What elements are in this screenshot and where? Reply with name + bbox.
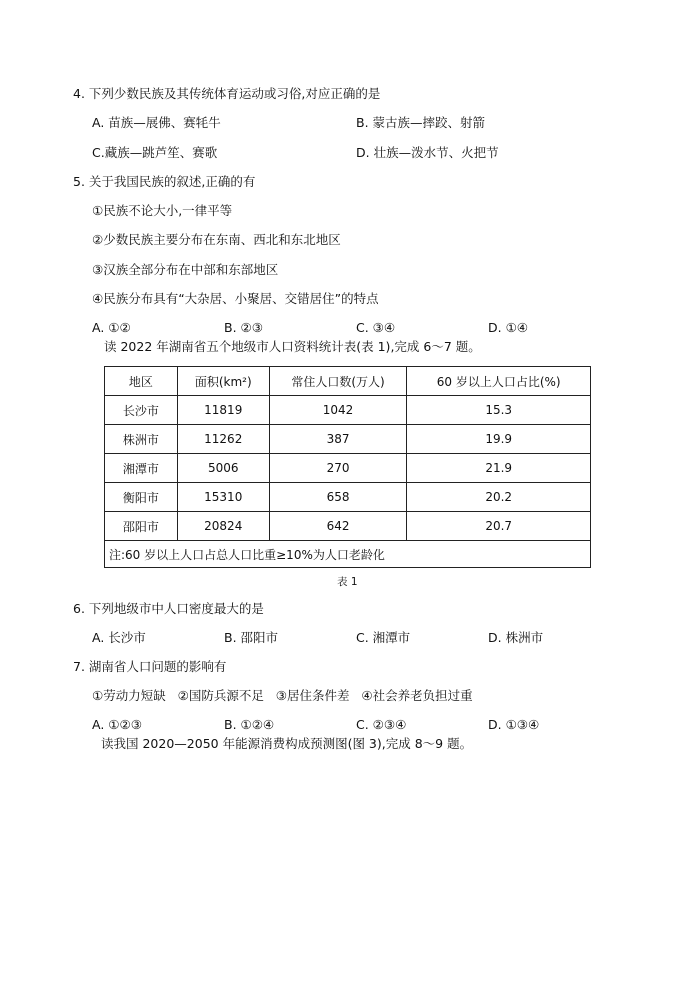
cell-population: 642 — [269, 512, 407, 541]
table-caption: 表 1 — [337, 576, 358, 588]
cell-elderly-ratio: 19.9 — [407, 425, 591, 454]
cell-area: 15310 — [177, 483, 269, 512]
header-population: 常住人口数(万人) — [269, 367, 407, 396]
population-table — [104, 366, 591, 568]
table-row — [105, 425, 591, 454]
q7-items: ①劳动力短缺 ②国防兵源不足 ③居住条件差 ④社会养老负担过重 — [92, 688, 473, 703]
q5-stem: 5. 关于我国民族的叙述,正确的有 — [73, 174, 256, 189]
table-intro: 读 2022 年湖南省五个地级市人口资料统计表(表 1),完成 6～7 题。 — [104, 339, 481, 354]
q5-item-1: ①民族不论大小,一律平等 — [92, 203, 233, 218]
q5-item-2: ②少数民族主要分布在东南、西北和东北地区 — [92, 232, 341, 247]
q4-option-c: C.藏族—跳芦笙、赛歌 — [92, 145, 218, 160]
q5-item-4: ④民族分布具有“大杂居、小聚居、交错居住”的特点 — [92, 291, 379, 306]
q7-option-a: A. ①②③ — [92, 717, 142, 732]
header-region: 地区 — [105, 367, 178, 396]
cell-elderly-ratio: 21.9 — [407, 454, 591, 483]
cell-region: 邵阳市 — [105, 512, 178, 541]
q4-option-a: A. 苗族—展佛、赛牦牛 — [92, 115, 221, 130]
q7-option-c: C. ②③④ — [356, 717, 407, 732]
cell-area: 11819 — [177, 396, 269, 425]
cell-elderly-ratio: 15.3 — [407, 396, 591, 425]
q6-option-d: D. 株洲市 — [488, 630, 544, 645]
q6-option-b: B. 邵阳市 — [224, 630, 279, 645]
cell-population: 658 — [269, 483, 407, 512]
cell-region: 湘潭市 — [105, 454, 178, 483]
header-area: 面积(km²) — [177, 367, 269, 396]
figure-intro: 读我国 2020—2050 年能源消费构成预测图(图 3),完成 8～9 题。 — [101, 736, 473, 751]
cell-elderly-ratio: 20.2 — [407, 483, 591, 512]
table-row — [105, 512, 591, 541]
cell-area: 20824 — [177, 512, 269, 541]
table-header-row — [105, 367, 591, 396]
header-elderly-ratio: 60 岁以上人口占比(%) — [407, 367, 591, 396]
q5-option-c: C. ③④ — [356, 320, 396, 335]
q7-stem: 7. 湖南省人口问题的影响有 — [73, 659, 227, 674]
q6-stem: 6. 下列地级市中人口密度最大的是 — [73, 601, 264, 616]
q6-option-a: A. 长沙市 — [92, 630, 146, 645]
q4-option-d: D. 壮族—泼水节、火把节 — [356, 145, 499, 160]
q5-option-b: B. ②③ — [224, 320, 263, 335]
cell-population: 270 — [269, 454, 407, 483]
table-note: 注:60 岁以上人口占总人口比重≥10%为人口老龄化 — [105, 541, 591, 568]
q4-stem: 4. 下列少数民族及其传统体育运动或习俗,对应正确的是 — [73, 86, 381, 101]
table-note-row — [105, 541, 591, 568]
cell-region: 长沙市 — [105, 396, 178, 425]
q7-option-d: D. ①③④ — [488, 717, 540, 732]
table-row — [105, 454, 591, 483]
cell-region: 株洲市 — [105, 425, 178, 454]
table-row — [105, 483, 591, 512]
cell-population: 387 — [269, 425, 407, 454]
cell-area: 11262 — [177, 425, 269, 454]
q5-item-3: ③汉族全部分布在中部和东部地区 — [92, 262, 279, 277]
cell-region: 衡阳市 — [105, 483, 178, 512]
q4-option-b: B. 蒙古族—摔跤、射箭 — [356, 115, 486, 130]
cell-elderly-ratio: 20.7 — [407, 512, 591, 541]
table-row — [105, 396, 591, 425]
q6-option-c: C. 湘潭市 — [356, 630, 411, 645]
cell-population: 1042 — [269, 396, 407, 425]
cell-area: 5006 — [177, 454, 269, 483]
q5-option-a: A. ①② — [92, 320, 131, 335]
q7-option-b: B. ①②④ — [224, 717, 275, 732]
q5-option-d: D. ①④ — [488, 320, 528, 335]
